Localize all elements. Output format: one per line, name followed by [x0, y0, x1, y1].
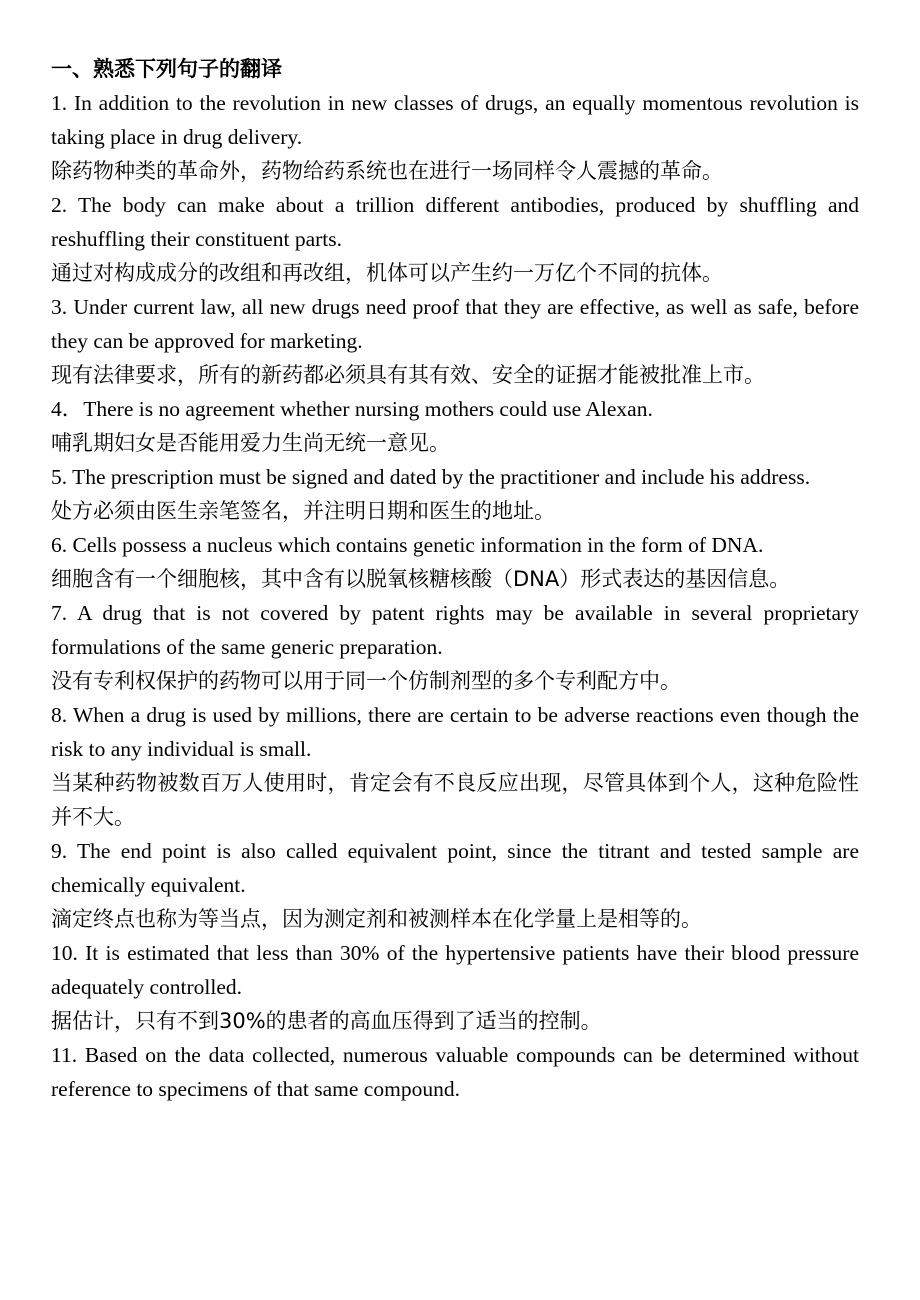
- sentence-item-1: [51, 86, 859, 188]
- section-heading: 一、熟悉下列句子的翻译: [51, 57, 282, 81]
- sentence-item-9: [51, 834, 859, 936]
- english-sentence: 5. The prescription must be signed and dated by the practitioner and include his address.: [51, 465, 811, 489]
- english-sentence: 4．There is no agreement whether nursing mothers could use Alexan.: [51, 397, 653, 421]
- english-sentence: 9. The end point is also called equivalent point, since the titrant and tested sample are chemically equivalent.: [51, 839, 859, 897]
- sentence-item-4: [51, 392, 859, 460]
- english-sentence: 6. Cells possess a nucleus which contains genetic information in the form of DNA.: [51, 533, 764, 557]
- document-page: [51, 52, 859, 1106]
- english-sentence: 8. When a drug is used by millions, there are certain to be adverse reactions even though the risk to any individual is small.: [51, 703, 859, 761]
- english-sentence: 11. Based on the data collected, numerous valuable compounds can be determined without reference to specimens of that same compound.: [51, 1043, 859, 1101]
- sentence-item-3: [51, 290, 859, 392]
- chinese-translation: 除药物种类的革命外，药物给药系统也在进行一场同样令人震撼的革命。: [51, 159, 723, 183]
- chinese-translation: 现有法律要求，所有的新药都必须具有其有效、安全的证据才能被批准上市。: [51, 363, 765, 387]
- sentence-item-7: [51, 596, 859, 698]
- chinese-translation: 据估计，只有不到30%的患者的高血压得到了适当的控制。: [51, 1009, 602, 1033]
- sentence-item-8: [51, 698, 859, 834]
- chinese-translation: 没有专利权保护的药物可以用于同一个仿制剂型的多个专利配方中。: [51, 669, 681, 693]
- english-sentence: 3. Under current law, all new drugs need proof that they are effective, as well as safe, before they can be approved for marketing.: [51, 295, 859, 353]
- chinese-translation: 哺乳期妇女是否能用爱力生尚无统一意见。: [51, 431, 450, 455]
- sentence-item-11: [51, 1038, 859, 1106]
- sentence-item-6: [51, 528, 859, 596]
- chinese-translation: 通过对构成成分的改组和再改组，机体可以产生约一万亿个不同的抗体。: [51, 261, 723, 285]
- sentence-item-2: [51, 188, 859, 290]
- chinese-translation: 滴定终点也称为等当点，因为测定剂和被测样本在化学量上是相等的。: [51, 907, 702, 931]
- chinese-translation: 细胞含有一个细胞核，其中含有以脱氧核糖核酸（DNA）形式表达的基因信息。: [51, 567, 791, 591]
- english-sentence: 10. It is estimated that less than 30% of the hypertensive patients have their blood pressure adequately controlled.: [51, 941, 859, 999]
- sentence-item-5: [51, 460, 859, 528]
- english-sentence: 2. The body can make about a trillion different antibodies, produced by shuffling and reshuffling their constituent parts.: [51, 193, 859, 251]
- chinese-translation: 当某种药物被数百万人使用时，肯定会有不良反应出现，尽管具体到个人，这种危险性并不大。: [51, 771, 859, 829]
- english-sentence: 7. A drug that is not covered by patent rights may be available in several proprietary formulations of the same generic preparation.: [51, 601, 859, 659]
- chinese-translation: 处方必须由医生亲笔签名，并注明日期和医生的地址。: [51, 499, 555, 523]
- english-sentence: 1. In addition to the revolution in new classes of drugs, an equally momentous revolution is taking place in drug delivery.: [51, 91, 859, 149]
- sentence-item-10: [51, 936, 859, 1038]
